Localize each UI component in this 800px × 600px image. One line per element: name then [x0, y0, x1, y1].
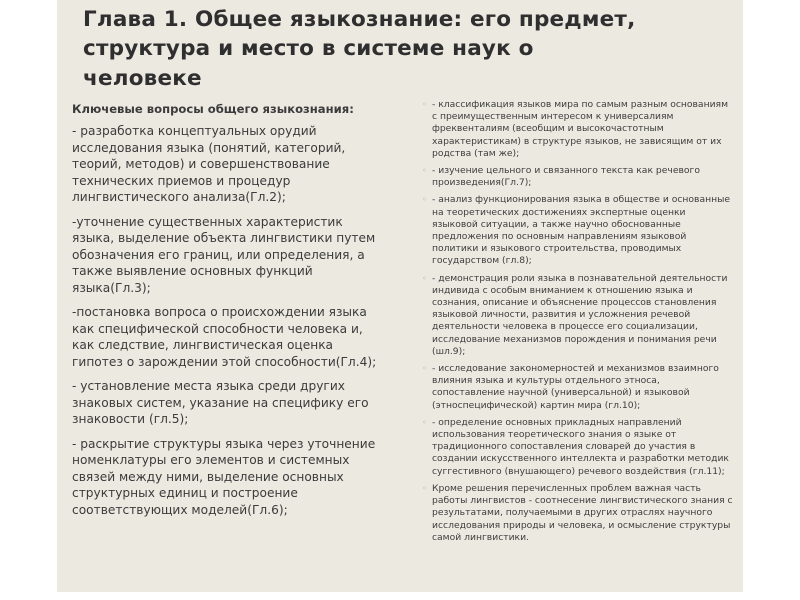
- right-list-item-text: - изучение цельного и связанного текста как речевого произведения(Гл.7);: [432, 165, 700, 189]
- left-list-item: - разработка концептуальных орудий исследования языка (понятий, категорий, теорий, методов) и совершенствование технических приемов и процедур лингвистического анализа(Гл.2);: [72, 124, 346, 204]
- left-list-item: - установление места языка среди других знаковых систем, указание на специфику его знаковости (гл.5);: [72, 379, 369, 426]
- right-list-item: [422, 417, 734, 478]
- left-column: [72, 101, 384, 526]
- title-line-1: Глава 1. Общее языкознание: его предмет,: [83, 7, 636, 32]
- title-line-2: структура и место в системе наук о: [83, 36, 534, 61]
- bullet-icon: ◦: [422, 195, 427, 205]
- bullet-icon: ◦: [422, 100, 427, 109]
- slide-title: [83, 5, 763, 93]
- right-list-item-text: - анализ функционирования языка в обществе и основанные на теоретических достижениях экспертные оценки языковой ситуации, а также научно обоснованные предложения по основным направлениям языковой политики и языкового строительства, проводимых государством (гл.8);: [432, 194, 730, 267]
- right-column: [422, 99, 734, 549]
- right-list-item-text: Кроме решения перечисленных проблем важная часть работы лингвистов - соотнесение лингвистического знания с результатами, получаемыми в других отраслях научного исследования природы и человека, и осмысление структуры самой лингвистики.: [432, 482, 733, 543]
- bullet-icon: ◦: [422, 273, 427, 283]
- title-line-3: человеке: [83, 66, 202, 91]
- bullet-icon: ◦: [422, 417, 427, 427]
- right-list-item-text: - классификация языков мира по самым разным основаниям с преимущественным интересом к универсалиям фреквенталиям (всеобщим и высокочастотным характеристикам) в структуре языков, не зависящим от их родства (там же);: [432, 99, 729, 159]
- right-list-item: [422, 363, 734, 412]
- left-list-item: - раскрытие структуры языка через уточнение номенклатуры его элементов и системных связей между ними, выделение основных структурных единиц и построение соответствующих моделей(Гл.6);: [72, 436, 376, 517]
- right-list-item-text: - демонстрация роли языка в познавательной деятельности индивида с особым вниманием к отношению языка и сознания, описание и объяснение процессов становления языковой личности, развития и усложнения речевой деятельности человека в процессе его социализации, исследование механизмов порождения и понимания речи (шл.9);: [432, 272, 728, 357]
- right-list-item: [422, 194, 734, 267]
- right-list-item: [422, 273, 734, 358]
- bullet-icon: ◦: [422, 166, 427, 176]
- right-list-item-text: - определение основных прикладных направлений использования теоретического знания о языке от традиционного сопоставления словарей до участия в создании искусственного интеллекта и разработки методик суггестивного (внушающего) речевого воздействия (гл.11);: [432, 416, 729, 477]
- right-list-item-text: - исследование закономерностей и механизмов взаимного влияния языка и культуры отдельного этноса, сопоставление научной (универсальной) и языковой (этноспецифической) картин мира (гл.10);: [432, 363, 719, 411]
- left-list-item: -уточнение существенных характеристик языка, выделение объекта лингвистики путем обозначения его границ, или определения, а также выявление основных функций языка(Гл.3);: [72, 214, 376, 295]
- bullet-icon: ◦: [422, 483, 427, 493]
- left-column-heading: Ключевые вопросы общего языкознания:: [72, 102, 354, 116]
- left-list-item: -постановка вопроса о происхождении языка как специфической способности человека и, как следствие, лингвистическая оценка гипотез о зарождении этой способности(Гл.4);: [72, 305, 377, 369]
- right-list-item: [422, 165, 734, 189]
- right-list-item: [422, 483, 734, 544]
- right-list-item: [422, 99, 734, 160]
- bullet-icon: ◦: [422, 364, 427, 374]
